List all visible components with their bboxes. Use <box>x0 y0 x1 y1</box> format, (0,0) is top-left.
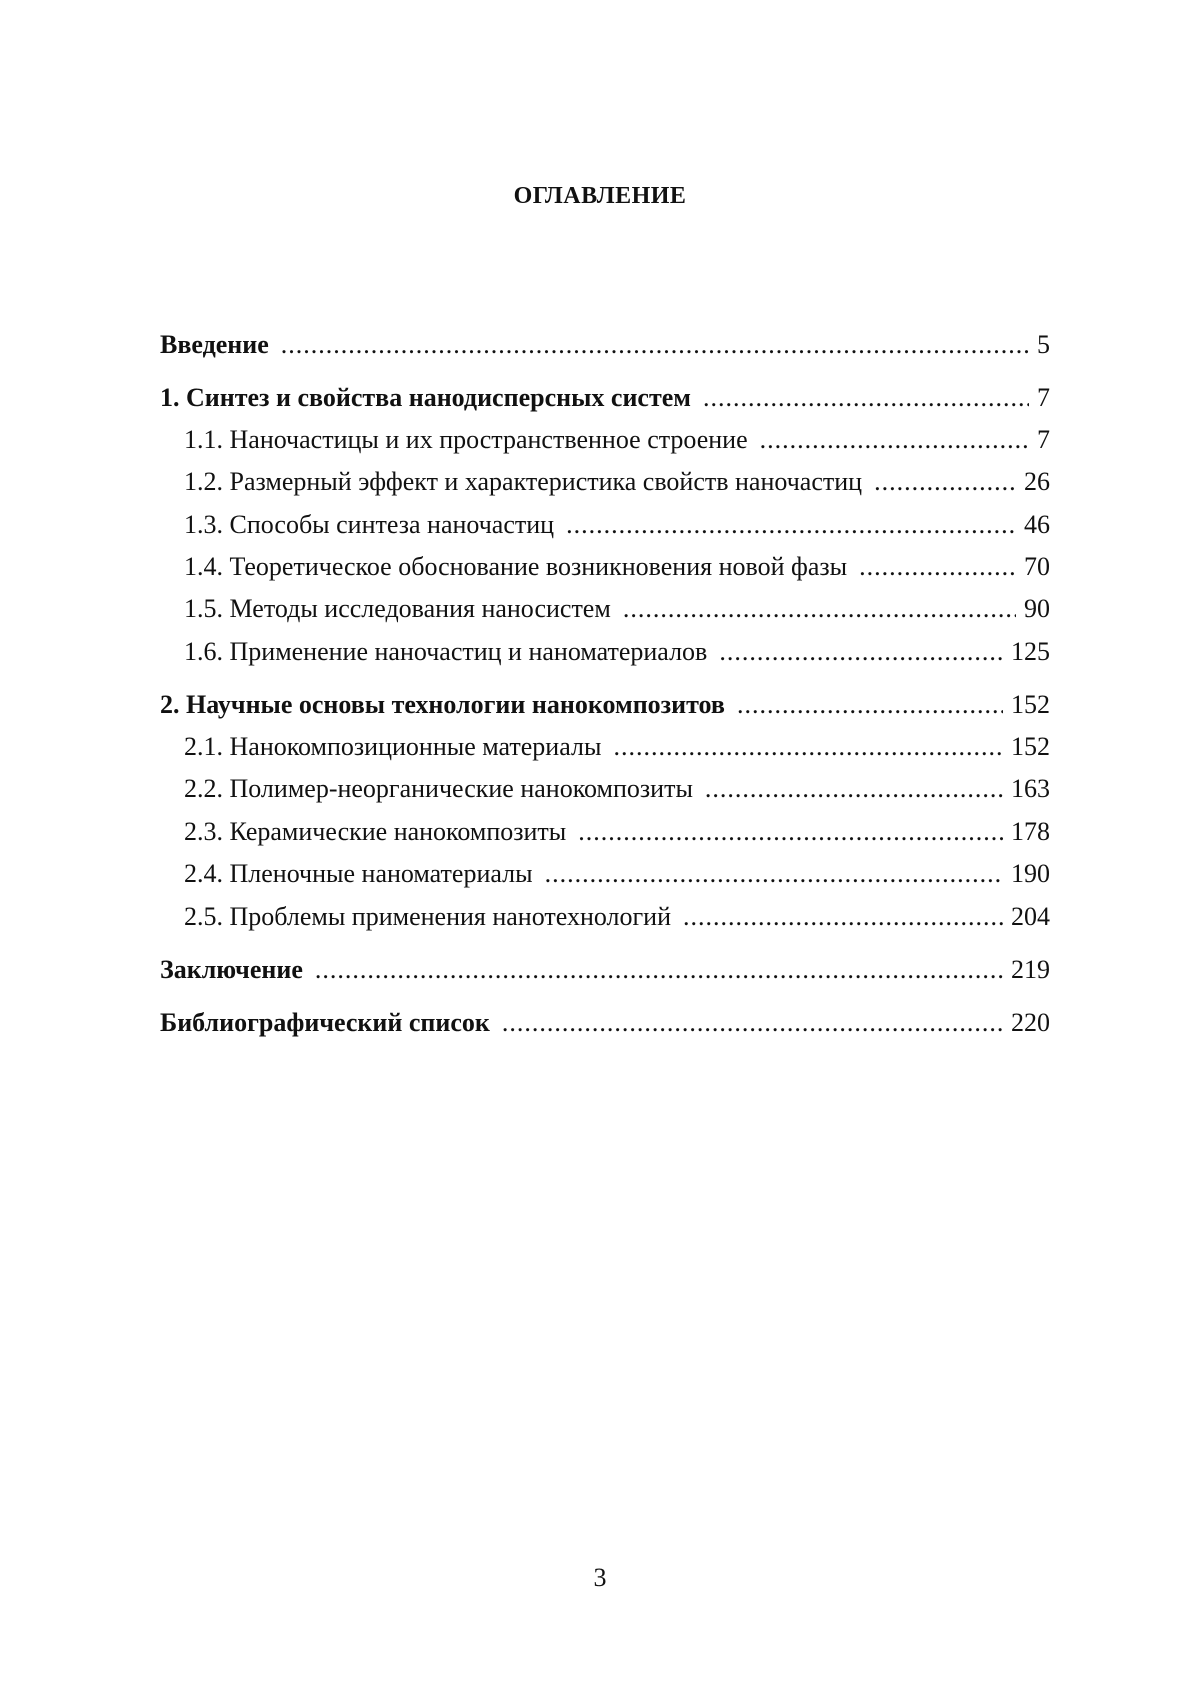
toc-entry-page: 90 <box>1024 594 1050 624</box>
toc-entry-chapter-2[interactable] <box>160 690 1050 724</box>
toc-entry-label: 2.4. Пленочные наноматериалы <box>184 859 533 889</box>
toc-entry-section-1-2[interactable] <box>184 467 1050 501</box>
toc-leader-dots <box>719 637 1003 667</box>
toc-entry-intro[interactable] <box>160 330 1050 364</box>
toc-entry-page: 125 <box>1011 637 1050 667</box>
toc-entry-page: 204 <box>1011 902 1050 932</box>
toc-entry-label: 2.2. Полимер-неорганические нанокомпозиты <box>184 774 693 804</box>
toc-leader-dots <box>281 330 1029 360</box>
toc-entry-label: 1.3. Способы синтеза наночастиц <box>184 510 554 540</box>
toc-entry-label: 1. Синтез и свойства нанодисперсных систем <box>160 383 691 413</box>
toc-entry-page: 190 <box>1011 859 1050 889</box>
toc-entry-section-1-6[interactable] <box>184 637 1050 671</box>
toc-entry-label: Библиографический список <box>160 1008 490 1038</box>
toc-leader-dots <box>874 467 1016 497</box>
toc-entry-label: 2.1. Нанокомпозиционные материалы <box>184 732 601 762</box>
toc-entry-page: 46 <box>1024 510 1050 540</box>
toc-entry-page: 152 <box>1011 690 1050 720</box>
toc-entry-label: Заключение <box>160 955 303 985</box>
toc-entry-page: 26 <box>1024 467 1050 497</box>
toc-leader-dots <box>578 817 1003 847</box>
toc-leader-dots <box>545 859 1003 889</box>
toc-entry-label: 1.2. Размерный эффект и характеристика свойств наночастиц <box>184 467 862 497</box>
toc-entry-page: 7 <box>1037 383 1050 413</box>
toc-entry-section-1-5[interactable] <box>184 594 1050 628</box>
toc-entry-section-2-2[interactable] <box>184 774 1050 808</box>
toc-leader-dots <box>703 383 1029 413</box>
toc-entry-chapter-1[interactable] <box>160 383 1050 417</box>
toc-entry-label: Введение <box>160 330 269 360</box>
toc-entry-section-1-4[interactable] <box>184 552 1050 586</box>
toc-entry-label: 2. Научные основы технологии нанокомпозитов <box>160 690 725 720</box>
toc-leader-dots <box>705 774 1003 804</box>
toc-leader-dots <box>502 1008 1003 1038</box>
toc-entry-page: 178 <box>1011 817 1050 847</box>
toc-entry-label: 1.1. Наночастицы и их пространственное строение <box>184 425 748 455</box>
toc-entry-label: 1.4. Теоретическое обоснование возникновения новой фазы <box>184 552 847 582</box>
toc-entry-page: 152 <box>1011 732 1050 762</box>
toc-entry-conclusion[interactable] <box>160 955 1050 989</box>
page-number: 3 <box>0 1563 1200 1593</box>
toc-entry-section-2-4[interactable] <box>184 859 1050 893</box>
toc-entry-section-2-1[interactable] <box>184 732 1050 766</box>
toc-leader-dots <box>737 690 1003 720</box>
toc-entry-label: 1.6. Применение наночастиц и наноматериалов <box>184 637 707 667</box>
toc-leader-dots <box>760 425 1029 455</box>
toc-entry-page: 219 <box>1011 955 1050 985</box>
toc-entry-bibliography[interactable] <box>160 1008 1050 1042</box>
toc-entry-label: 2.5. Проблемы применения нанотехнологий <box>184 902 671 932</box>
toc-leader-dots <box>859 552 1016 582</box>
toc-entry-page: 70 <box>1024 552 1050 582</box>
toc-entry-section-2-5[interactable] <box>184 902 1050 936</box>
toc-leader-dots <box>623 594 1016 624</box>
toc-leader-dots <box>566 510 1016 540</box>
toc-entry-page: 220 <box>1011 1008 1050 1038</box>
toc-entry-section-1-3[interactable] <box>184 510 1050 544</box>
toc-entry-page: 5 <box>1037 330 1050 360</box>
toc-entry-label: 2.3. Керамические нанокомпозиты <box>184 817 566 847</box>
toc-entry-page: 7 <box>1037 425 1050 455</box>
page-title: ОГЛАВЛЕНИЕ <box>0 183 1200 210</box>
toc-entry-page: 163 <box>1011 774 1050 804</box>
toc-leader-dots <box>683 902 1003 932</box>
toc-leader-dots <box>315 955 1003 985</box>
toc-entry-label: 1.5. Методы исследования наносистем <box>184 594 611 624</box>
toc-leader-dots <box>613 732 1003 762</box>
toc-entry-section-1-1[interactable] <box>184 425 1050 459</box>
toc-entry-section-2-3[interactable] <box>184 817 1050 851</box>
